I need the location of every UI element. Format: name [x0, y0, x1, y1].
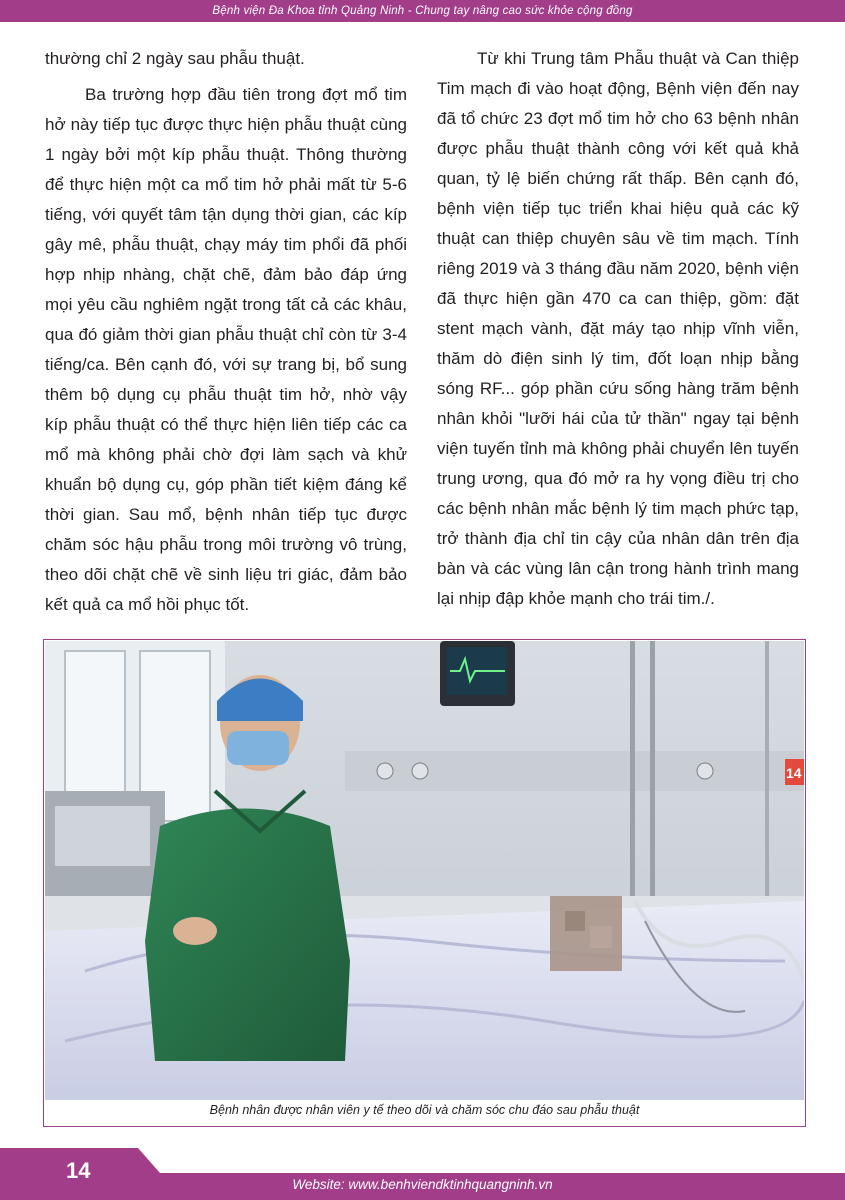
header-title: Bệnh viện Đa Khoa tỉnh Quảng Ninh - Chung tay nâng cao sức khỏe cộng đồng: [212, 5, 633, 17]
hospital-photo: [45, 641, 804, 1100]
bed-sign: 14: [786, 765, 802, 781]
article-right-column: [437, 44, 799, 614]
article-left-column: [45, 44, 407, 620]
footer-website: Website: www.benhviendktinhquangninh.vn: [292, 1177, 553, 1192]
figure-caption: Bệnh nhân được nhân viên y tế theo dõi và chăm sóc chu đáo sau phẫu thuật: [209, 1103, 640, 1117]
paragraph: Từ khi Trung tâm Phẫu thuật và Can thiệp Tim mạch đi vào hoạt động, Bệnh viện đến nay đã tổ chức 23 đợt mổ tim hở cho 63 bệnh nhân được phẫu thuật thành công với kết quả khả quan, tỷ lệ biến chứng rất thấp. Bên cạnh đó, bệnh viện tiếp tục triển khai hiệu quả các kỹ thuật can thiệp chuyên sâu về tim mạch. Tính riêng 2019 và 3 tháng đầu năm 2020, bệnh viện đã thực hiện gần 470 ca can thiệp, gồm: đặt stent mạch vành, đặt máy tạo nhịp vĩnh viễn, thăm dò điện sinh lý tim, đốt loạn nhịp bằng sóng RF... góp phần cứu sống hàng trăm bệnh nhân khỏi "lưỡi hái của tử thần" ngay tại bệnh viện tuyến tỉnh mà không phải chuyển lên tuyến trung ương, qua đó mở ra hy vọng điều trị cho các bệnh nhân mắc bệnh lý tim mạch phức tạp, trở thành địa chỉ tin cậy của nhân dân trên địa bàn và các vùng lân cận trong hành trình mang lại nhịp đập khỏe mạnh cho trái tim./.: [437, 49, 799, 608]
paragraph: thường chỉ 2 ngày sau phẫu thuật.: [45, 49, 305, 68]
figure: [43, 639, 806, 1127]
paragraph: Ba trường hợp đầu tiên trong đợt mổ tim hở này tiếp tục được thực hiện phẫu thuật cùng 1 ngày bởi một kíp phẫu thuật. Thông thường để thực hiện một ca mổ tim hở phải mất từ 5-6 tiếng, với quyết tâm tận dụng thời gian, các kíp gây mê, phẫu thuật, chạy máy tim phổi đã phối hợp nhịp nhàng, chặt chẽ, đảm bảo đáp ứng mọi yêu cầu nghiêm ngặt trong tất cả các khâu, qua đó giảm thời gian phẫu thuật chỉ còn từ 3-4 tiếng/ca. Bên cạnh đó, với sự trang bị, bổ sung thêm bộ dụng cụ phẫu thuật tim hở, nhờ vậy kíp phẫu thuật có thể thực hiện liên tiếp các ca mổ mà không phải chờ đợi làm sạch và khử khuẩn bộ dụng cụ, góp phần tiết kiệm đáng kể thời gian. Sau mổ, bệnh nhân tiếp tục được chăm sóc hậu phẫu trong môi trường vô trùng, theo dõi chặt chẽ về sinh liệu tri giác, đảm bảo kết quả ca mổ hồi phục tốt.: [45, 85, 407, 614]
page-number: 14: [66, 1158, 91, 1183]
header-band: [0, 0, 845, 22]
surgical-mask: [227, 731, 289, 765]
